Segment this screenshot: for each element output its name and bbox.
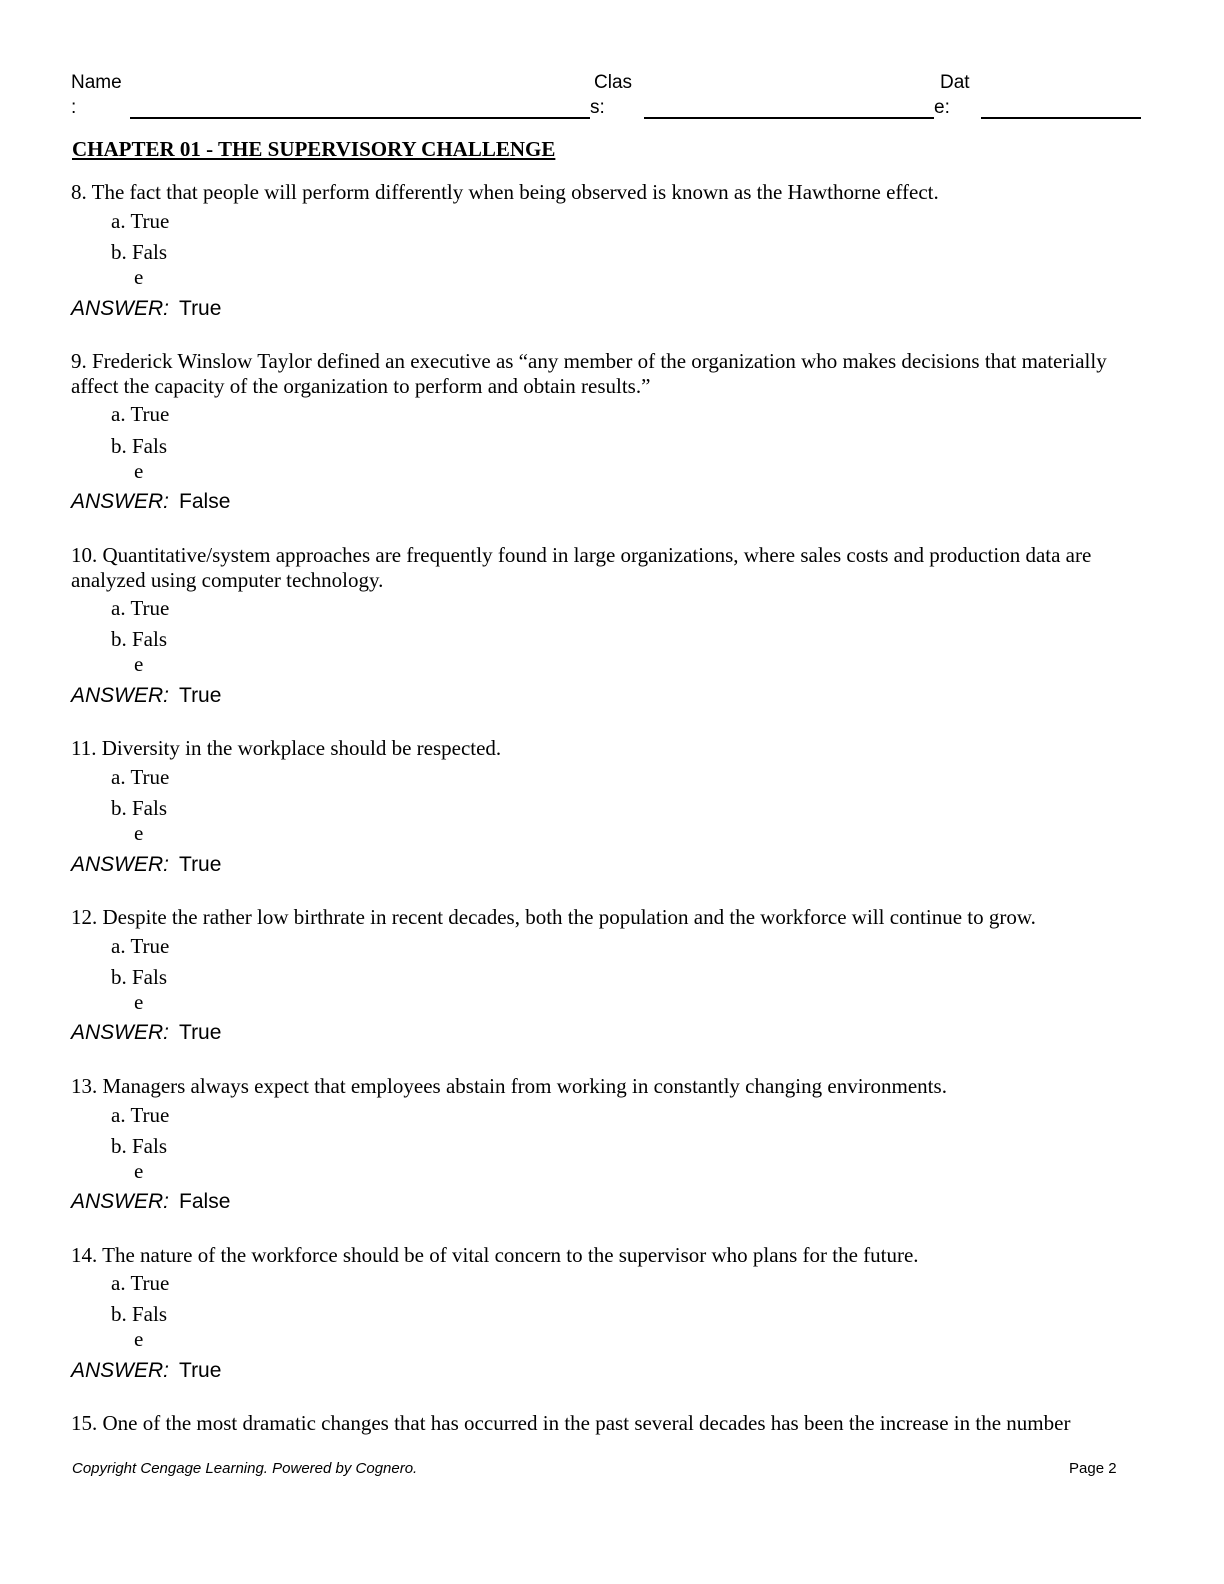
option-false-wrap: e bbox=[134, 1159, 144, 1183]
option-false[interactable] bbox=[111, 796, 167, 846]
class-label-tail: s: bbox=[590, 97, 605, 118]
option-false[interactable] bbox=[111, 240, 167, 290]
answer-value: True bbox=[179, 684, 222, 707]
answer-line bbox=[71, 1020, 221, 1045]
option-false-label: b. Fals bbox=[111, 965, 168, 989]
option-false[interactable] bbox=[111, 627, 167, 677]
option-false[interactable] bbox=[111, 965, 167, 1015]
answer-line bbox=[71, 1189, 230, 1214]
question-text: 15. One of the most dramatic changes that has occurred in the past several decades has been the increase in the number bbox=[71, 1411, 1071, 1435]
footer-page-number: Page 2 bbox=[1069, 1460, 1117, 1477]
option-true[interactable]: a. True bbox=[111, 1103, 170, 1127]
answer-line bbox=[71, 852, 221, 877]
option-false-label: b. Fals bbox=[111, 240, 168, 264]
question-text: 11. Diversity in the workplace should be respected. bbox=[71, 736, 502, 760]
option-true[interactable]: a. True bbox=[111, 596, 170, 620]
answer-label: ANSWER: bbox=[71, 1190, 170, 1213]
answer-label: ANSWER: bbox=[71, 1359, 170, 1382]
footer-copyright: Copyright Cengage Learning. Powered by Cognero. bbox=[72, 1460, 418, 1477]
option-false-wrap: e bbox=[134, 1327, 144, 1351]
answer-line bbox=[71, 489, 230, 514]
option-false[interactable] bbox=[111, 1302, 167, 1352]
answer-value: False bbox=[179, 490, 231, 513]
class-input-line[interactable] bbox=[644, 117, 934, 119]
answer-value: True bbox=[179, 1359, 222, 1382]
option-false-label: b. Fals bbox=[111, 627, 168, 651]
option-true[interactable]: a. True bbox=[111, 402, 170, 426]
option-true[interactable]: a. True bbox=[111, 765, 170, 789]
answer-line bbox=[71, 1358, 221, 1383]
option-false-label: b. Fals bbox=[111, 796, 168, 820]
answer-label: ANSWER: bbox=[71, 684, 170, 707]
date-label-tail: e: bbox=[934, 97, 950, 118]
question-text: 13. Managers always expect that employees abstain from working in constantly changing environments. bbox=[71, 1074, 947, 1098]
answer-line bbox=[71, 296, 221, 321]
date-label: Dat bbox=[940, 72, 970, 93]
answer-value: True bbox=[179, 853, 222, 876]
name-colon: : bbox=[71, 97, 77, 118]
answer-label: ANSWER: bbox=[71, 490, 170, 513]
answer-value: True bbox=[179, 297, 222, 320]
option-false-wrap: e bbox=[134, 821, 144, 845]
answer-line bbox=[71, 683, 221, 708]
option-false-wrap: e bbox=[134, 652, 144, 676]
option-false-label: b. Fals bbox=[111, 1134, 168, 1158]
option-false[interactable] bbox=[111, 434, 167, 484]
option-false-label: b. Fals bbox=[111, 434, 168, 458]
date-input-line[interactable] bbox=[981, 117, 1141, 119]
name-label: Name bbox=[71, 72, 122, 93]
question-text: 10. Quantitative/system approaches are frequently found in large organizations, where sales costs and production data are analyzed using computer technology. bbox=[71, 543, 1092, 592]
name-input-line[interactable] bbox=[130, 117, 590, 119]
class-label: Clas bbox=[594, 72, 633, 93]
answer-label: ANSWER: bbox=[71, 853, 170, 876]
option-true[interactable]: a. True bbox=[111, 1271, 170, 1295]
answer-label: ANSWER: bbox=[71, 1021, 170, 1044]
question-text: 9. Frederick Winslow Taylor defined an executive as “any member of the organization who makes decisions that materially affect the capacity of the organization to perform and obtain results.” bbox=[71, 349, 1107, 398]
chapter-title: CHAPTER 01 - THE SUPERVISORY CHALLENGE bbox=[72, 137, 556, 161]
option-false-label: b. Fals bbox=[111, 1302, 168, 1326]
answer-value: True bbox=[179, 1021, 222, 1044]
option-false[interactable] bbox=[111, 1134, 167, 1184]
option-false-wrap: e bbox=[134, 459, 144, 483]
option-false-wrap: e bbox=[134, 990, 144, 1014]
question-text: 12. Despite the rather low birthrate in recent decades, both the population and the workforce will continue to grow. bbox=[71, 905, 1036, 929]
option-true[interactable]: a. True bbox=[111, 934, 170, 958]
answer-label: ANSWER: bbox=[71, 297, 170, 320]
question-text: 14. The nature of the workforce should be of vital concern to the supervisor who plans for the future. bbox=[71, 1243, 919, 1267]
answer-value: False bbox=[179, 1190, 231, 1213]
question-text: 8. The fact that people will perform differently when being observed is known as the Hawthorne effect. bbox=[71, 180, 939, 204]
option-false-wrap: e bbox=[134, 265, 144, 289]
option-true[interactable]: a. True bbox=[111, 209, 170, 233]
